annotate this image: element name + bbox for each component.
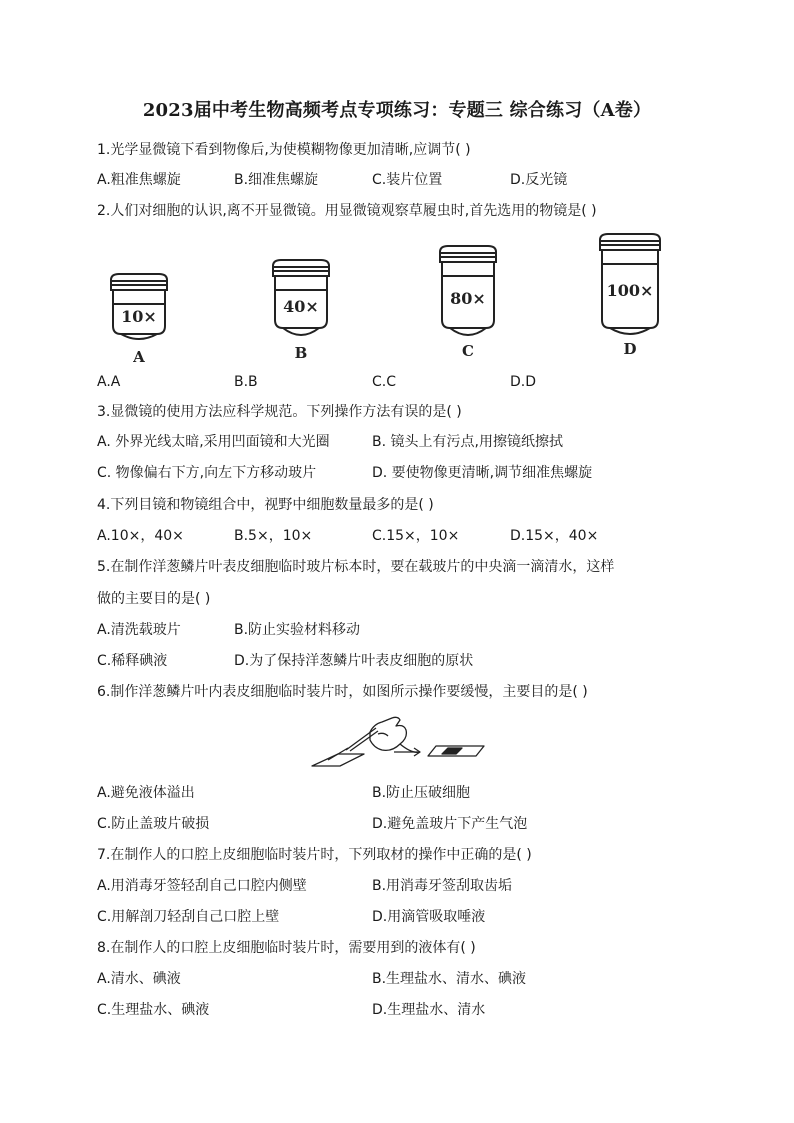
question-7-option-c: C.用解剖刀轻刮自己口腔上壁	[97, 909, 280, 925]
coverslip-figure	[308, 710, 488, 776]
question-7-option-d: D.用滴管吸取唾液	[372, 909, 486, 925]
question-1-option-d: D.反光镜	[510, 172, 568, 188]
question-6-option-c: C.防止盖玻片破损	[97, 816, 210, 832]
lens-b-magnification: 40×	[283, 297, 319, 316]
question-6-option-d: D.避免盖玻片下产生气泡	[372, 816, 528, 832]
question-5-stem-line-1: 5.在制作洋葱鳞片叶表皮细胞临时玻片标本时，要在载玻片的中央滴一滴清水，这样	[97, 559, 615, 575]
question-6-option-b: B.防止压破细胞	[372, 785, 471, 801]
lens-d-magnification: 100×	[606, 281, 654, 300]
question-8-option-c: C.生理盐水、碘液	[97, 1002, 210, 1018]
question-5-option-c: C.稀释碘液	[97, 653, 168, 669]
question-1-option-a: A.粗准焦螺旋	[97, 172, 181, 188]
question-3-option-c: C. 物像偏右下方,向左下方移动玻片	[97, 465, 317, 481]
question-3-stem: 3.显微镜的使用方法应科学规范。下列操作方法有误的是( )	[97, 404, 462, 420]
lens-b-letter: B	[294, 344, 308, 362]
question-2-option-b: B.B	[234, 374, 258, 390]
question-6-option-a: A.避免液体溢出	[97, 785, 195, 801]
question-2-option-d: D.D	[510, 374, 537, 390]
question-1-stem: 1.光学显微镜下看到物像后,为使模糊物像更加清晰,应调节( )	[97, 142, 471, 158]
question-5-option-b: B.防止实验材料移动	[234, 622, 361, 638]
question-8-option-a: A.清水、碘液	[97, 971, 181, 987]
question-4-option-c: C.15×，10×	[372, 528, 460, 544]
question-5-option-a: A.清洗载玻片	[97, 622, 181, 638]
question-3-option-d: D. 要使物像更清晰,调节细准焦螺旋	[372, 465, 593, 481]
question-5-stem-line-2: 做的主要目的是( )	[97, 591, 211, 607]
question-4-option-b: B.5×，10×	[234, 528, 313, 544]
question-1-option-c: C.装片位置	[372, 172, 443, 188]
question-2-option-a: A.A	[97, 374, 121, 390]
objective-lenses-figure	[95, 228, 675, 368]
lens-a-magnification: 10×	[121, 307, 157, 326]
question-2-option-c: C.C	[372, 374, 397, 390]
forceps	[346, 728, 376, 750]
question-7-stem: 7.在制作人的口腔上皮细胞临时装片时，下列取材的操作中正确的是( )	[97, 847, 532, 863]
question-7-option-a: A.用消毒牙签轻刮自己口腔内侧壁	[97, 878, 307, 894]
question-3-option-b: B. 镜头上有污点,用擦镜纸擦拭	[372, 434, 563, 450]
lens-d-letter: D	[623, 340, 637, 358]
question-6-stem: 6.制作洋葱鳞片叶内表皮细胞临时装片时，如图所示操作要缓慢，主要目的是( )	[97, 684, 588, 700]
question-4-stem: 4.下列目镜和物镜组合中，视野中细胞数量最多的是( )	[97, 497, 434, 513]
question-1-option-b: B.细准焦螺旋	[234, 172, 319, 188]
question-7-option-b: B.用消毒牙签刮取齿垢	[372, 878, 513, 894]
question-4-option-a: A.10×，40×	[97, 528, 184, 544]
question-8-stem: 8.在制作人的口腔上皮细胞临时装片时，需要用到的液体有( )	[97, 940, 476, 956]
glass-slide	[312, 754, 364, 766]
question-4-option-d: D.15×，40×	[510, 528, 599, 544]
lens-a-letter: A	[133, 348, 145, 366]
question-5-option-d: D.为了保持洋葱鳞片叶表皮细胞的原状	[234, 653, 474, 669]
question-3-option-a: A. 外界光线太暗,采用凹面镜和大光圈	[97, 434, 330, 450]
question-8-option-b: B.生理盐水、清水、碘液	[372, 971, 527, 987]
question-8-option-d: D.生理盐水、清水	[372, 1002, 486, 1018]
document-title: 2023届中考生物高频考点专项练习：专题三 综合练习（A卷）	[142, 100, 652, 121]
lens-c-letter: C	[462, 342, 474, 360]
question-2-stem: 2.人们对细胞的认识,离不开显微镜。用显微镜观察草履虫时,首先选用的物镜是( )	[97, 203, 597, 219]
lens-c-magnification: 80×	[450, 289, 486, 308]
